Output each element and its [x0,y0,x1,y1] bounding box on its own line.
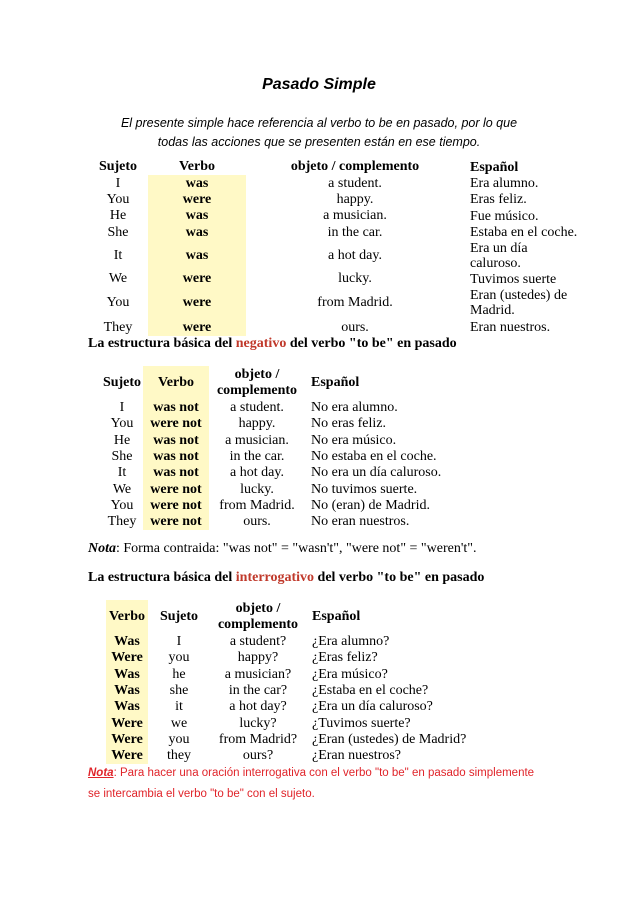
spanish-cell: ¿Era un día caluroso? [312,699,433,715]
object-cell: ours. [243,514,271,530]
spanish-cell: ¿Era músico? [312,666,388,682]
object-cell: a hot day. [230,465,284,481]
header-cell: Español [311,375,360,390]
heading-text: del verbo "to be" en pasado [314,570,485,585]
object-cell: happy? [237,650,279,666]
verb-cell: was [148,225,246,241]
subject-cell: I [115,175,121,191]
header-cell: Sujeto [102,375,142,390]
spanish-cell: ¿Estaba en el coche? [312,683,429,699]
header-cell: Sujeto [98,159,138,175]
verb-cell: were [148,287,246,319]
spanish-cell: Estaba en el coche. [470,225,578,241]
object-cell: in the car. [229,449,285,465]
subject-cell: You [106,191,130,207]
verb-cell: were not [143,514,209,530]
spanish-cell: Era un día caluroso. [470,240,528,271]
interrogative-note [88,763,548,805]
table-row [101,514,461,530]
spanish-cell: Eran nuestros. [470,320,551,336]
header-cell: Sujeto [159,609,199,624]
object-cell: in the car? [228,683,288,699]
note-text: : Para hacer una oración interrogativa con el verbo "to be" en pasado simplemente se intercambia el verbo "to be" con el sujeto. [88,767,535,800]
object-cell: lucky? [239,715,277,731]
subject-cell: She [107,224,129,240]
table-header-row [88,159,580,175]
subject-cell: He [109,208,127,224]
subject-cell: It [113,247,123,263]
subject-cell: We [112,481,132,497]
header-cell: objeto / complemento [290,159,420,175]
verb-cell: Was [106,634,148,650]
spanish-cell: No era músico. [311,432,397,448]
subject-cell: It [117,465,127,481]
table-row [101,433,461,449]
subject-cell: You [110,416,134,432]
subject-cell: She [111,449,133,465]
object-cell: a student? [229,634,287,650]
table-row [101,498,461,514]
object-cell: a student. [230,400,284,416]
object-cell: lucky. [240,481,274,497]
verb-cell: was not [143,400,209,416]
header-cell: Español [312,609,361,624]
spanish-cell: Eras feliz. [470,192,527,208]
header-cell: objeto / complemento [217,601,299,632]
subject-cell: they [166,748,192,764]
table-row [106,683,472,699]
verb-cell: Were [106,715,148,731]
object-cell: ours? [242,748,274,764]
table-header-row [101,366,461,400]
verb-cell: Were [106,650,148,666]
table-row [106,748,472,764]
object-cell: from Madrid. [317,295,393,311]
object-cell: happy. [336,191,374,207]
spanish-cell: No eran nuestros. [311,514,410,530]
spanish-cell: ¿Tuvimos suerte? [312,715,411,731]
verb-cell: Were [106,732,148,748]
table-row [101,416,461,432]
subject-cell: You [106,295,130,311]
object-cell: a musician? [224,666,292,682]
table-row [101,400,461,416]
subject-cell: you [168,650,190,666]
verb-cell: was not [143,465,209,481]
object-cell: from Madrid. [219,497,295,513]
negative-table [101,366,461,530]
spanish-cell: Fue músico. [470,208,539,224]
object-cell: a hot day. [328,247,382,263]
object-cell: a musician. [323,208,387,224]
verb-cell: Was [106,683,148,699]
object-cell: ours. [341,319,369,335]
heading-highlight: negativo [235,336,287,351]
verb-cell: was [148,175,246,191]
note-label: Nota [88,541,116,556]
object-cell: from Madrid? [218,731,298,747]
spanish-cell: Tuvimos suerte [470,271,557,287]
table-row [88,175,580,191]
spanish-cell: ¿Eran nuestros? [312,748,402,764]
contraction-note [88,541,476,557]
heading-text: La estructura básica del [88,336,236,351]
verb-cell: were [148,319,246,335]
subject-cell: We [108,271,128,287]
verb-cell: was not [143,449,209,465]
table-row [88,319,580,335]
verb-cell: was [148,208,246,224]
spanish-cell: Era alumno. [470,176,539,192]
subject-cell: it [175,699,183,715]
spanish-cell: ¿Eras feliz? [312,650,378,666]
verb-cell: was not [143,433,209,449]
note-label: Nota [88,767,114,779]
object-cell: a student. [328,175,382,191]
table-row [101,481,461,497]
spanish-cell: Eran (ustedes) de Madrid. [470,288,568,319]
spanish-cell: No era alumno. [311,400,398,416]
table-row [101,465,461,481]
table-row [88,271,580,287]
negative-heading [88,336,457,352]
table-row [106,699,472,715]
verb-cell: were [148,192,246,208]
spanish-cell: ¿Era alumno? [312,634,390,650]
spanish-cell: No (eran) de Madrid. [311,497,430,513]
header-cell: objeto / complemento [216,367,298,398]
table-row [88,225,580,241]
table-row [88,208,580,224]
table-header-row [106,600,472,634]
affirmative-table [88,159,580,336]
heading-text: del verbo "to be" en pasado [286,336,457,351]
spanish-cell: No estaba en el coche. [311,449,437,465]
verb-cell: were [148,271,246,287]
object-cell: happy. [238,416,276,432]
verb-cell: Were [106,748,148,764]
heading-highlight: interrogativo [235,570,315,585]
subject-cell: she [169,683,189,699]
table-row [106,715,472,731]
page-title: Pasado Simple [262,76,376,93]
header-cell: Verbo [106,600,148,634]
table-row [88,192,580,208]
table-row [101,449,461,465]
spanish-cell: ¿Eran (ustedes) de Madrid? [312,731,467,747]
intro-paragraph: El presente simple hace referencia al verbo to be en pasado, por lo que todas las acciones que se presenten están en ese tiempo. [120,116,518,149]
verb-cell: were not [143,498,209,514]
interrogative-heading [88,570,484,586]
object-cell: a hot day? [229,699,287,715]
spanish-cell: No era un día caluroso. [311,465,442,481]
interrogative-table [106,600,472,764]
object-cell: lucky. [338,271,372,287]
header-cell: Verbo [178,159,216,175]
verb-cell: was [148,241,246,271]
heading-text: La estructura básica del [88,570,236,585]
subject-cell: He [113,432,131,448]
subject-cell: we [170,715,188,731]
spanish-cell: No tuvimos suerte. [311,481,418,497]
header-cell: Verbo [143,366,209,400]
table-row [106,732,472,748]
verb-cell: were not [143,481,209,497]
object-cell: in the car. [327,224,383,240]
header-cell: Español [470,159,519,175]
verb-cell: were not [143,416,209,432]
subject-cell: he [172,666,186,682]
verb-cell: Was [106,667,148,683]
table-row [106,634,472,650]
subject-cell: They [103,319,133,335]
object-cell: a musician. [225,432,289,448]
subject-cell: you [168,731,190,747]
table-row [106,650,472,666]
subject-cell: They [107,514,137,530]
subject-cell: You [110,497,134,513]
table-row [106,667,472,683]
table-row [88,241,580,271]
table-row [88,287,580,319]
subject-cell: I [119,400,125,416]
note-text: : Forma contraida: "was not" = "wasn't", "were not" = "weren't". [116,541,477,556]
spanish-cell: No eras feliz. [311,416,387,432]
subject-cell: I [176,634,182,650]
verb-cell: Was [106,699,148,715]
